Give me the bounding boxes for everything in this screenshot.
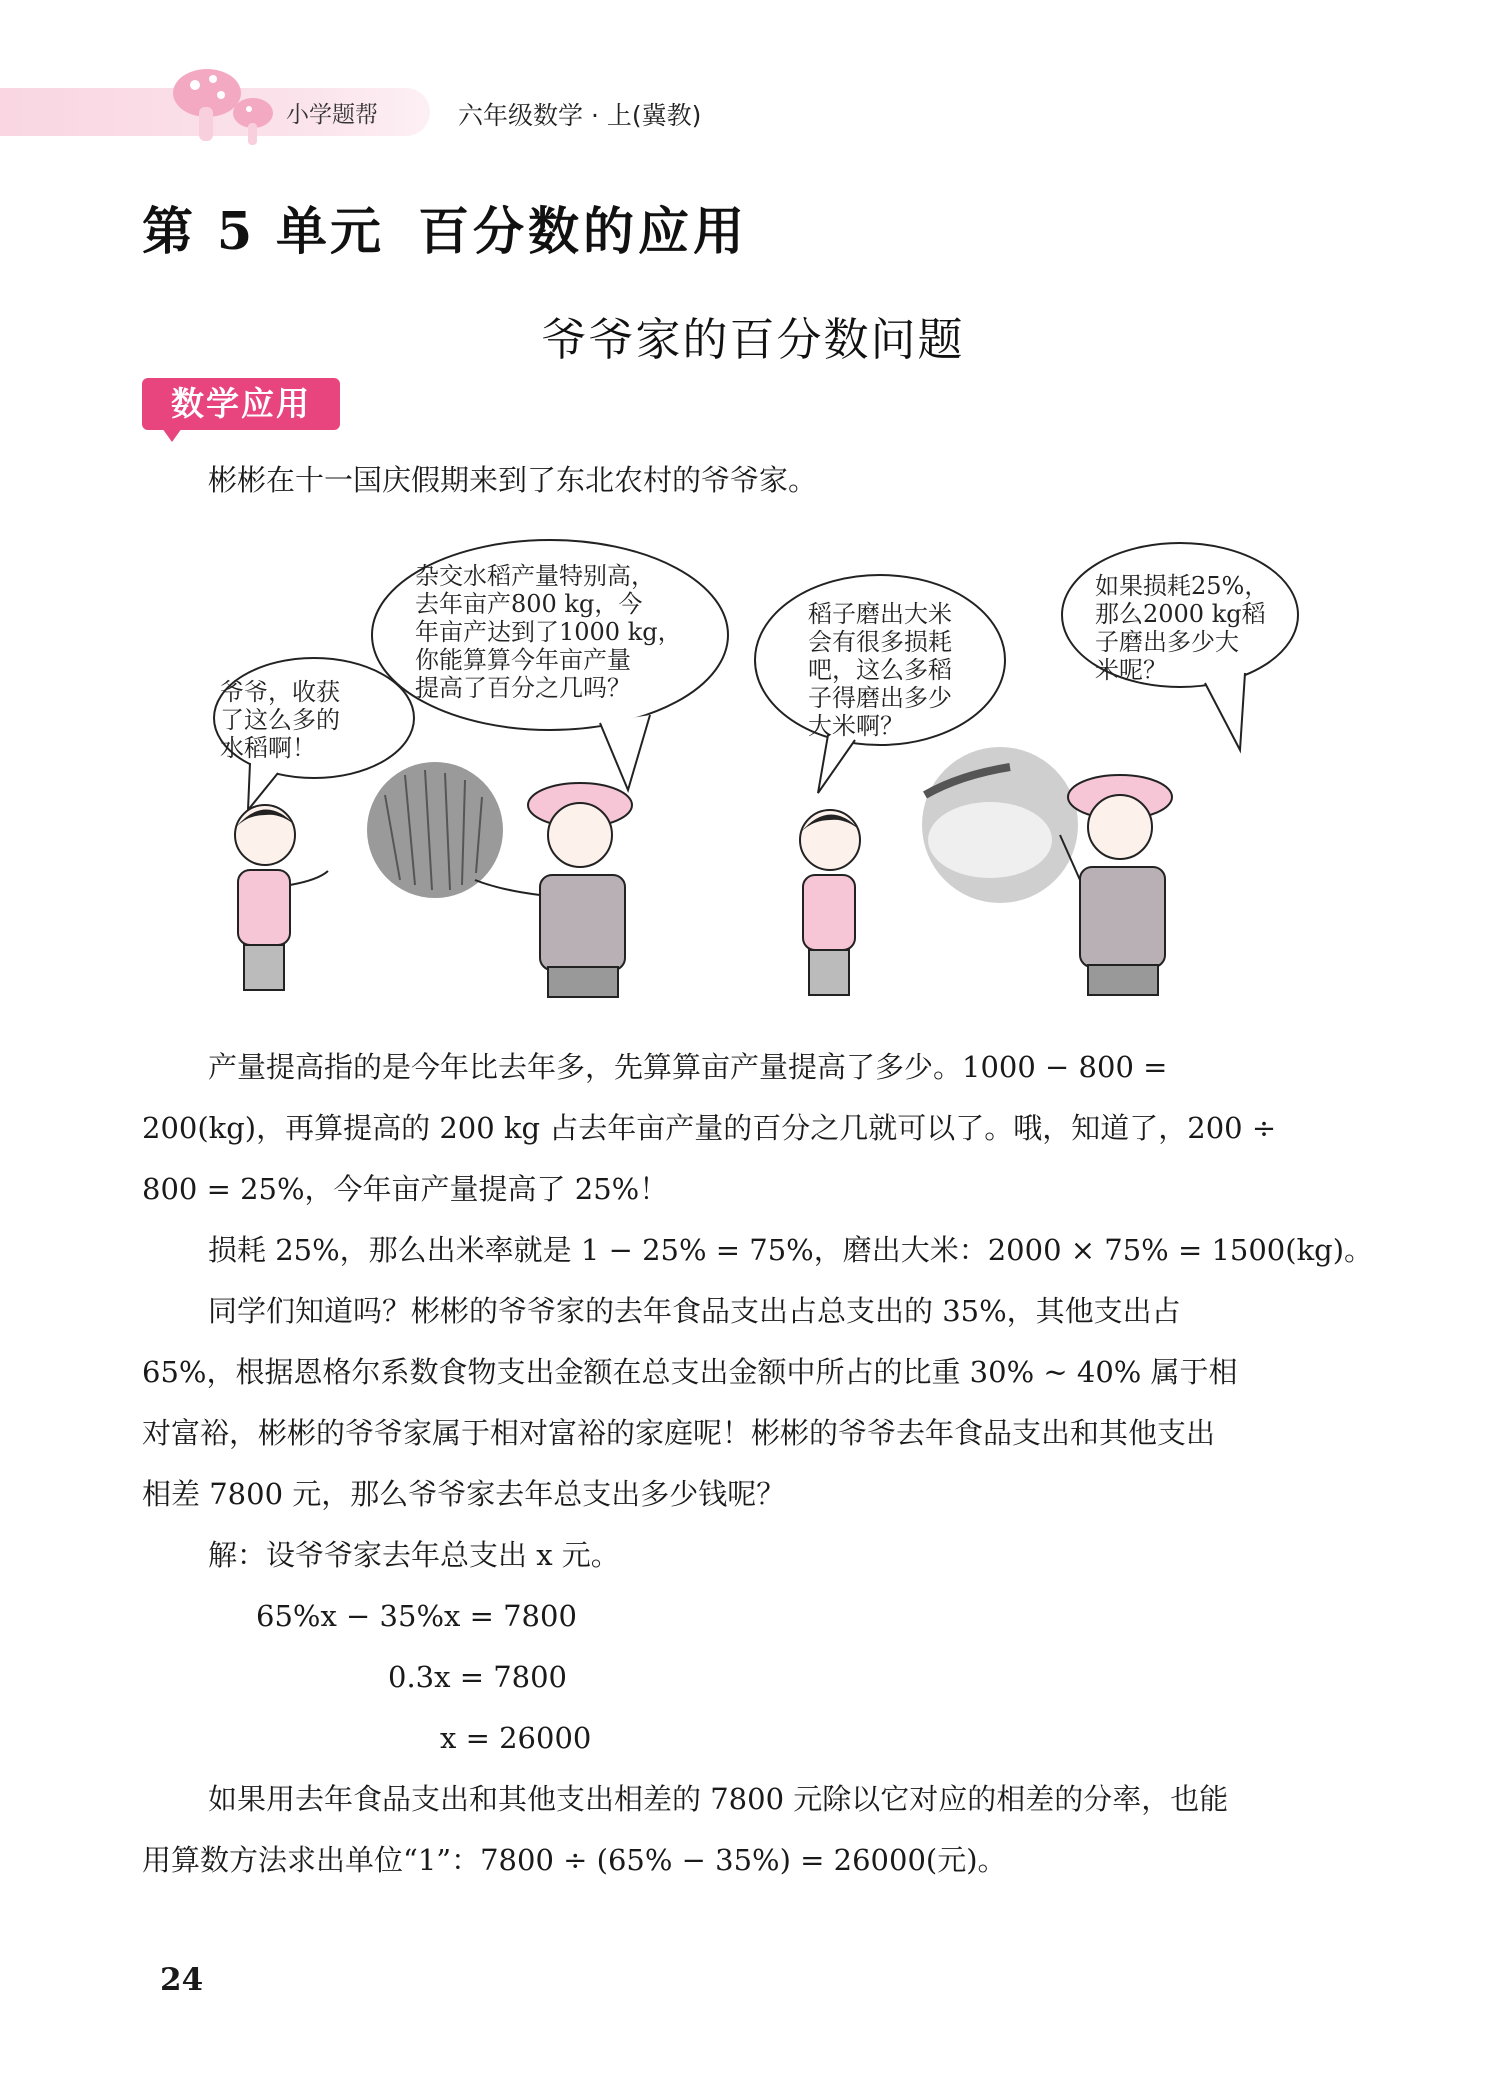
- unit-label: 第 5 单元: [142, 202, 384, 262]
- section-tag-tail: [162, 428, 182, 442]
- para1-line3: 800 = 25%，今年亩产量提高了 25%！: [142, 1172, 669, 1206]
- bubble-grandpa1-line: 年亩产达到了1000 kg，: [415, 618, 682, 646]
- para3-line1: 同学们知道吗？彬彬的爷爷家的去年食品支出占总支出的 35%，其他支出占: [208, 1294, 1181, 1328]
- para3-line2: 65%，根据恩格尔系数食物支出金额在总支出金额中所占的比重 30% ~ 40% 属于相: [142, 1355, 1238, 1389]
- bubble-grandpa2-line: 那么2000 kg稻: [1095, 600, 1266, 628]
- bubble-boy2-line: 子得磨出多少: [808, 684, 952, 712]
- series-name: 小学题帮: [286, 102, 378, 128]
- equation-1: 65%x − 35%x = 7800: [256, 1599, 577, 1633]
- para4-line2: 用算数方法求出单位“1”：7800 ÷ (65% − 35%) = 26000(元)。: [142, 1843, 1007, 1877]
- bubble-boy2-line: 大米啊？: [808, 712, 904, 740]
- rice-grains-photo: [922, 747, 1078, 903]
- bubble-grandpa1-line: 杂交水稻产量特别高，: [415, 562, 655, 590]
- equation-3: x = 26000: [440, 1721, 592, 1755]
- bubble-grandpa2-line: 如果损耗25%，: [1095, 572, 1269, 600]
- bubble-boy2-line: 吧，这么多稻: [808, 656, 952, 684]
- bubble-grandpa2-line: 米呢？: [1095, 656, 1167, 684]
- unit-name: 百分数的应用: [418, 202, 749, 262]
- bubble-grandpa2-line: 子磨出多少大: [1095, 628, 1239, 656]
- bubble-grandpa1-line: 去年亩产800 kg，今: [415, 590, 643, 618]
- grandpa-character-2: [1060, 775, 1172, 995]
- bubble-boy1-line: 爷爷，收获: [220, 678, 340, 706]
- equation-2: 0.3x = 7800: [388, 1660, 568, 1694]
- para2: 损耗 25%，那么出米率就是 1 − 25% = 75%，磨出大米：2000 × 75% = 1500(kg)。: [208, 1233, 1374, 1267]
- boy-character-1: [235, 805, 328, 990]
- bubble-boy1-line: 了这么多的: [220, 706, 340, 734]
- solution-intro: 解：设爷爷家去年总支出 x 元。: [208, 1538, 620, 1572]
- para1-line2: 200(kg)，再算提高的 200 kg 占去年亩产量的百分之几就可以了。哦，知道了，200 ÷: [142, 1111, 1277, 1145]
- bubble-grandpa1-line: 提高了百分之几吗？: [415, 674, 631, 702]
- mushroom-logo-icon: [165, 55, 275, 155]
- boy-character-2: [800, 810, 860, 995]
- bubble-boy2-line: 稻子磨出大米: [808, 600, 952, 628]
- bubble-grandpa1-line: 你能算算今年亩产量: [415, 646, 631, 674]
- bubble-boy2-line: 会有很多损耗: [808, 628, 952, 656]
- para3-line4: 相差 7800 元，那么爷爷家去年总支出多少钱呢？: [142, 1477, 786, 1511]
- para1-line1: 产量提高指的是今年比去年多，先算算亩产量提高了多少。1000 − 800 =: [208, 1050, 1168, 1084]
- lesson-title: 爷爷家的百分数问题: [541, 313, 965, 366]
- book-title: 六年级数学 · 上(冀教): [458, 101, 702, 130]
- para3-line3: 对富裕，彬彬的爷爷家属于相对富裕的家庭呢！彬彬的爷爷去年食品支出和其他支出: [142, 1416, 1216, 1450]
- intro-text: 彬彬在十一国庆假期来到了东北农村的爷爷家。: [208, 463, 818, 497]
- para4-line1: 如果用去年食品支出和其他支出相差的 7800 元除以它对应的相差的分率，也能: [208, 1782, 1229, 1816]
- rice-field-photo: [367, 762, 503, 898]
- page-number: 24: [160, 1962, 204, 1998]
- section-tag: 数学应用: [142, 378, 340, 430]
- bubble-boy1-line: 水稻啊！: [220, 734, 316, 762]
